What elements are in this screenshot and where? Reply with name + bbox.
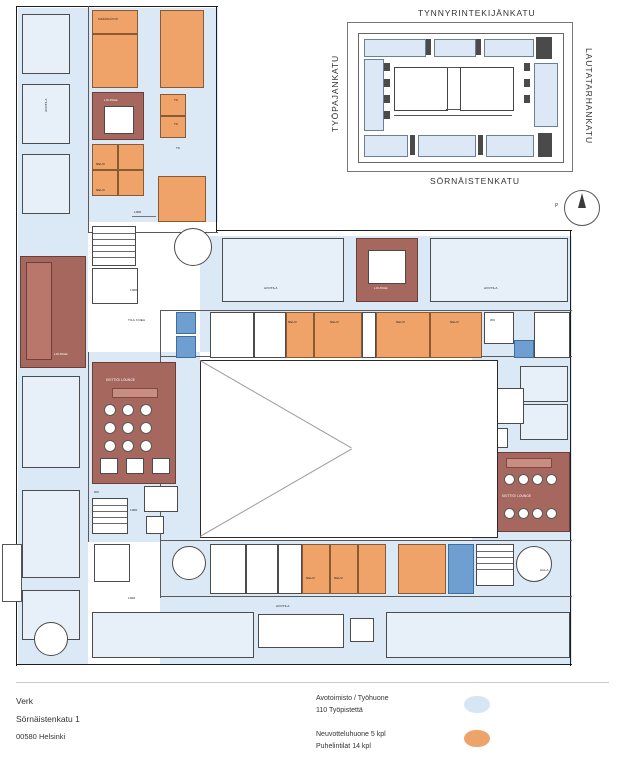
- lounge-label: LOUNGE: [104, 98, 118, 102]
- office-room: [278, 544, 302, 594]
- street-label-left: TYÖPAJANKATU: [330, 54, 340, 132]
- entrance-zone: [92, 10, 138, 34]
- dimension-line: [132, 216, 156, 217]
- dimension-label: 1000: [134, 210, 142, 214]
- meeting-room-swatch: [464, 730, 490, 747]
- legend-detail-meeting-room: Puhelintilat 14 kpl: [316, 743, 371, 750]
- room-label-neuv: NEUV: [450, 320, 459, 324]
- desk-cluster: [430, 238, 568, 302]
- street-label-top: TYNNYRINTEKIJÄNKATU: [418, 8, 536, 18]
- wall-partition-west-corridor: [88, 6, 89, 232]
- desk-cluster: [22, 84, 70, 144]
- zone-label-avotila: AVOTILA: [276, 604, 290, 608]
- room-label-neuv: NEUV: [396, 320, 405, 324]
- stair-core-west: [92, 498, 128, 534]
- stair-core-northwest: [92, 226, 136, 266]
- room-label-neuv: NEUV: [96, 188, 105, 192]
- room-label-tila-3-dea: TILA 3 DEA: [128, 318, 146, 322]
- open-office-swatch: [464, 696, 490, 713]
- lounge-chair: [146, 516, 164, 534]
- meeting-room: [158, 176, 206, 222]
- wall-partition-north-office-line: [160, 310, 572, 311]
- lounge-seat: [104, 422, 116, 434]
- lounge-seat: [122, 422, 134, 434]
- lounge-seat: [104, 440, 116, 452]
- service-core-northeast: [534, 312, 570, 358]
- dimension-label: 1000: [130, 508, 138, 512]
- phone-booth-blue: [448, 544, 474, 594]
- wall-exterior-east: [570, 230, 571, 666]
- phone-booth: [160, 94, 186, 116]
- compass-north-label: P: [555, 203, 559, 209]
- building-street: Sörnäistenkatu 1: [16, 714, 80, 724]
- lounge-seat: [518, 508, 529, 519]
- office-room: [246, 544, 278, 594]
- lounge-seat: [140, 422, 152, 434]
- room-label-aula: AULA: [540, 568, 549, 572]
- desk-cluster: [520, 404, 568, 440]
- desk-cluster: [22, 154, 70, 214]
- desk-cluster: [22, 376, 80, 468]
- lounge-seat: [140, 404, 152, 416]
- zone-label-avotila: AVOTILA: [484, 286, 498, 290]
- kitchen-lounge-label: KEITTIÖ/ LOUNGE: [502, 494, 532, 498]
- building-postal: 00580 Helsinki: [16, 732, 66, 741]
- lounge-table: [368, 250, 406, 284]
- lounge-seat: [546, 474, 557, 485]
- room-label-neuv: NEUV: [288, 320, 297, 324]
- lounge-label: LOUNGE: [374, 286, 388, 290]
- room-label-wc: WC: [490, 318, 496, 322]
- phone-booth: [92, 144, 118, 170]
- wall-partition-south-office-line: [160, 540, 572, 541]
- entrance-label: SISÄÄNKÄYNTI: [98, 18, 119, 21]
- kitchen-counter: [112, 388, 158, 398]
- meeting-room: [92, 34, 138, 88]
- phone-booth-blue: [514, 340, 534, 358]
- room-label-tk: TK: [176, 146, 181, 150]
- lounge-seat: [122, 404, 134, 416]
- plan-footer: [0, 672, 625, 764]
- storage-room: [362, 312, 376, 358]
- service-room: [484, 312, 514, 344]
- dimension-label: 1000: [128, 596, 136, 600]
- phone-booth: [330, 544, 358, 594]
- lounge-table: [104, 106, 134, 134]
- desk-cluster: [520, 366, 568, 402]
- room-label-neuv: NEUV: [306, 576, 315, 580]
- room-label-neuv: NEUV: [334, 576, 343, 580]
- room-label-wc: WC: [94, 490, 100, 494]
- wall-partition-west-vertical: [88, 352, 89, 542]
- meeting-room-white: [210, 312, 254, 358]
- street-label-right: LAUTATARHANKATU: [584, 48, 594, 144]
- wall-partition-south-office-line2: [160, 596, 572, 597]
- kitchen-lounge-label: KEITTIÖ/ LOUNGE: [106, 378, 136, 382]
- lounge-label: LOUNGE: [54, 352, 68, 356]
- legend-detail-open-office: 110 Työpistettä: [316, 707, 363, 714]
- zone-label-avotila: AVOTILA: [44, 98, 48, 112]
- phone-booth-blue: [176, 336, 196, 358]
- lounge-sofa: [100, 458, 118, 474]
- desk-cluster: [22, 490, 80, 578]
- footer-divider: [16, 682, 609, 683]
- kitchen-counter: [506, 458, 552, 468]
- lounge-seat: [104, 404, 116, 416]
- office-room: [210, 544, 246, 594]
- stair-core-south: [476, 544, 514, 586]
- lounge-seat: [546, 508, 557, 519]
- desk-cluster: [222, 238, 344, 302]
- lounge-sofa: [126, 458, 144, 474]
- wall-exterior-north-east: [216, 230, 572, 231]
- phone-booth: [358, 544, 386, 594]
- lounge-seat: [532, 508, 543, 519]
- desk-cluster: [92, 612, 254, 658]
- street-label-bottom: SÖRNÄISTENKATU: [430, 176, 520, 186]
- phone-booth: [286, 312, 314, 358]
- spiral-stair-northwest: [174, 228, 212, 266]
- dimension-label: 1000: [130, 288, 138, 292]
- lounge-seat: [504, 474, 515, 485]
- lounge-seat: [122, 440, 134, 452]
- lounge-sofa: [152, 458, 170, 474]
- phone-booth-blue: [176, 312, 196, 334]
- meeting-room: [376, 312, 430, 358]
- desk-cluster: [22, 14, 70, 74]
- phone-booth: [92, 170, 118, 196]
- long-table: [258, 614, 344, 648]
- wall-exterior-north-west: [16, 6, 218, 7]
- meeting-room: [160, 10, 204, 88]
- desk-cluster: [386, 612, 570, 658]
- meeting-room: [430, 312, 482, 358]
- west-entry-notch: [2, 544, 22, 602]
- spiral-stair-west-south: [172, 546, 206, 580]
- meeting-room: [314, 312, 362, 358]
- phone-booth: [118, 144, 144, 170]
- wall-interior-notch-vertical: [216, 6, 217, 232]
- lounge-seat: [532, 474, 543, 485]
- round-table-southwest: [34, 622, 68, 656]
- lounge-seat: [504, 508, 515, 519]
- spiral-stair-southeast: [516, 546, 552, 582]
- legend-title-meeting-room: Neuvotteluhuone 5 kpl: [316, 731, 386, 738]
- office-room: [254, 312, 286, 358]
- room-label-tk: TK: [174, 122, 179, 126]
- room-label-tk: TK: [174, 98, 179, 102]
- zone-label-avotila: AVOTILA: [264, 286, 278, 290]
- lounge-chair: [350, 618, 374, 642]
- wall-exterior-south: [16, 664, 572, 665]
- service-room: [94, 544, 130, 582]
- room-label-neuv: NEUV: [330, 320, 339, 324]
- lounge-seat: [518, 474, 529, 485]
- phone-booth: [118, 170, 144, 196]
- phone-booth: [160, 116, 186, 138]
- lounge-seat: [140, 440, 152, 452]
- room-label-neuv: NEUV: [96, 162, 105, 166]
- lounge-table: [144, 486, 178, 512]
- lounge-seating: [26, 262, 52, 360]
- meeting-room: [398, 544, 446, 594]
- phone-booth: [302, 544, 330, 594]
- legend-title-open-office: Avotoimisto / Työhuone: [316, 695, 389, 702]
- building-name: Verk: [16, 696, 34, 706]
- service-room: [92, 268, 138, 304]
